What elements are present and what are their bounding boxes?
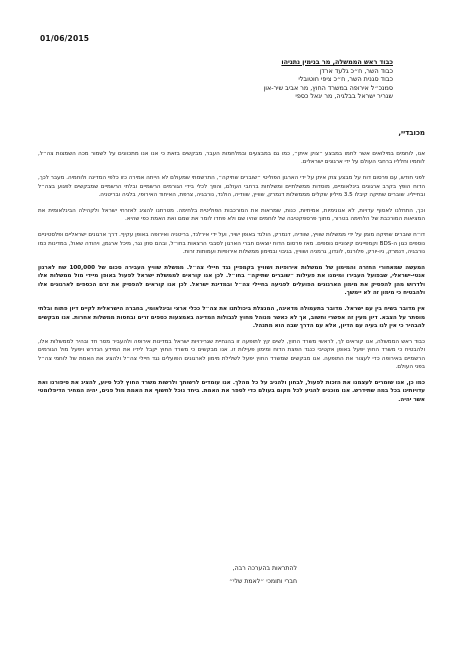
salutation: מכובדיי, [398, 129, 425, 137]
letter-date: 01/06/2015 [40, 34, 90, 43]
signature-block [229, 563, 297, 588]
addressee-block [264, 58, 393, 101]
letter-body [38, 150, 425, 412]
body-paragraph: אנו, לוחמים במילואים אשר לחמו במבצע ״צוק איתן״, כמו גם במבצעים ובמלחמות העבר, מבקשים בזאת כי אנו אנו מתכוונים על לשמור מכה השמצות צה״ל, לוחמיו וחלליו ברחבי העולם על ידי ארגונים ישראלים. [38, 151, 425, 166]
signature-line: חברי ותומכי ״לאמת שלי״ [229, 577, 297, 585]
body-paragraph: כמו כן, אנו שומרים לעצמנו את הזכות לפעול, לבחון ולהגיב על כל מהלך. אנו עומדים לרשותך ולרשות משרד החוץ לכל סיוע, להציג את סיפורנו ואת עדויותינו בכל במה שתידרש. אנו מוכנים להגיע לכל מקום בעולם כדי לספר את האמת. ביחד נוכל לחשוף את האמת מול פנים, יהיה המחיר הדיפלומטי אשר יהיה. [38, 380, 425, 403]
body-paragraph: דו״ח שוברים שתיקה מומן על ידי ממשלות שוויץ, שוודיה, דנמרק, הולנד באופן ישיר, ועל ידי אירלנד, בריטניה ואירופה באופן עקיף. דרך ארגונים ישראליים ופלסטיניים נוספים כגון ה-BDS וקמפיינים קיצוניים נוספים. מאז פרסום הדוח יוצאים חברי הארגון לסבבי הרצאות בחו״ל, ובהם סוזן נגר, מיכל ארגמן, ויהודה שאול, במדינות כמו נורבגיה, דנמרק, ניו-יורק, פלורנס, לונדון, גרמניה ושוויץ, בגיבוי ובמימון ממשלות אירופיות ועמותות זרות. [38, 232, 425, 256]
addressee-line: כבוד סגנית השר, ח״כ ציפי חוטובלי [298, 75, 393, 84]
body-paragraph: המעשה שמאחורי החזרה והמימון של ממשלות אירופיות ושוויץ בקמפיין נגד חיילי צה״ל. ממשלת שוויץ העבירה סכום של 100,000 שח לארגון אנטי-ישראלי, שבפועל העבירו ומימנו את פעילות ״שוברים שתיקה״ בחו״ל. לכן אנו קוראים לממשלת ישראל לפעול באופן מיידי מול ממשלות אלו ולדרוש מהן להפסיק את מימון הארגונים הפועלים לפגיעה בחיילי צה״ל ובמדינת ישראל. לכן אנו קוראים להפסיק את זרם הכספים לארגונים אלו ולהבטיח כי מימון זה לא יימשך. [38, 265, 425, 297]
body-paragraph: וכך, התחלנו לאסוף עדויות, לא אנונימיות, אמיתיות, כנות, שמראות את המורכבות הפוליטית בלחימה. מטרתנו להציג לאזרחי ישראל ולקהילה הבינלאומית את המציאות המורכבת של הלחימה בטרור, מתוך פרספקטיבה של לוחמים שהיו שם ולא פחדו לומר את שמם ואת האמת כפי שהיא. [38, 208, 425, 223]
addressee-line: כבוד ראש הממשלה, מר בנימין נתניהו [281, 58, 393, 66]
body-paragraph: לפני חודש, עם פרסום דוח על מבצע צוק איתן על ידי הארגון הפוליטי ״שוברים שתיקה״, התרשמתי שמעולם לא הייתה אמירה כזו כלפי המדינה ולוחמיה. מעבר לכך, הדוח הופץ בקרב ארגונים בינלאומיים, מוסדות ממשלתיים ומשלחות ברחבי העולם, והפך לכלי בידי הגורמים הרשמיים ובלתי הרשמיים שמבקשים לפגוע בצה״ל ובחייליו. שוברים שתיקה קיבלו 3.5 מיליון שקלים מממשלות דנמרק, שוויץ, שוודיה, הולנד, נורבגיה, צרפת, האיחוד האירופי, בלגיה ובריטניה. [38, 175, 425, 199]
addressee-line: שגריר ישראל בבלגיה, מר יגאל כספי [295, 92, 393, 101]
body-paragraph: אין מדובר בשיח בין עם ישראל. מדובר בתעמולה מדאיגה, המנצלת ביכולתנו את צה״ל ככלי ארצי ובינלאומי, בחברה הישראלית לקיים דיון פתוח ובלתי מוסתר על הצבא. דיון מעין זה אפשרי וחשוב, אך לא כאשר מנוהל מחוץ לגבולות המדינה באמצעות כספים זרים ובחסות ממשלות אחרות. אנו מבקשים להבהיר כי אין לנו בעיה עם הדיון, אלא עם הדרך שבה הוא מתנהל. [38, 306, 425, 329]
signature-line: להתראות בהערכה רבה, [232, 565, 297, 572]
body-paragraph: כבוד ראש הממשלה, אנו קוראים לך, לראשי משרד החוץ, לשים קץ לתופעה זו בהנחיית שגרירויות ישראל במדינות אירופה ולהעביר מסר חד ובהיר לממשלות אלו, ולהבטיח כי משרד החוץ יפעל באופן אקטיבי כנגד הפצת הדוח ומימון פעילות זו. אנו מבקשים כי משרד החוץ יקבל לידיו את המידע הנדרש ויפעל מול הגורמים הרשמיים באירופה כדי לעצור את התופעה. אנו מבקשים שמשרד החוץ יפעל לשלילת מימון לארגונים הפועלים נגד חיילי צה״ל ולהציג את האמת של לוחמי צה״ל בפני העולם. [38, 338, 425, 371]
addressee-line: כבוד השר, ח״כ גלעד ארדן [319, 66, 393, 75]
addressee-line: סמנכ״ל אירופה במשרד החוץ, מר אביב שיר-און [263, 83, 393, 92]
